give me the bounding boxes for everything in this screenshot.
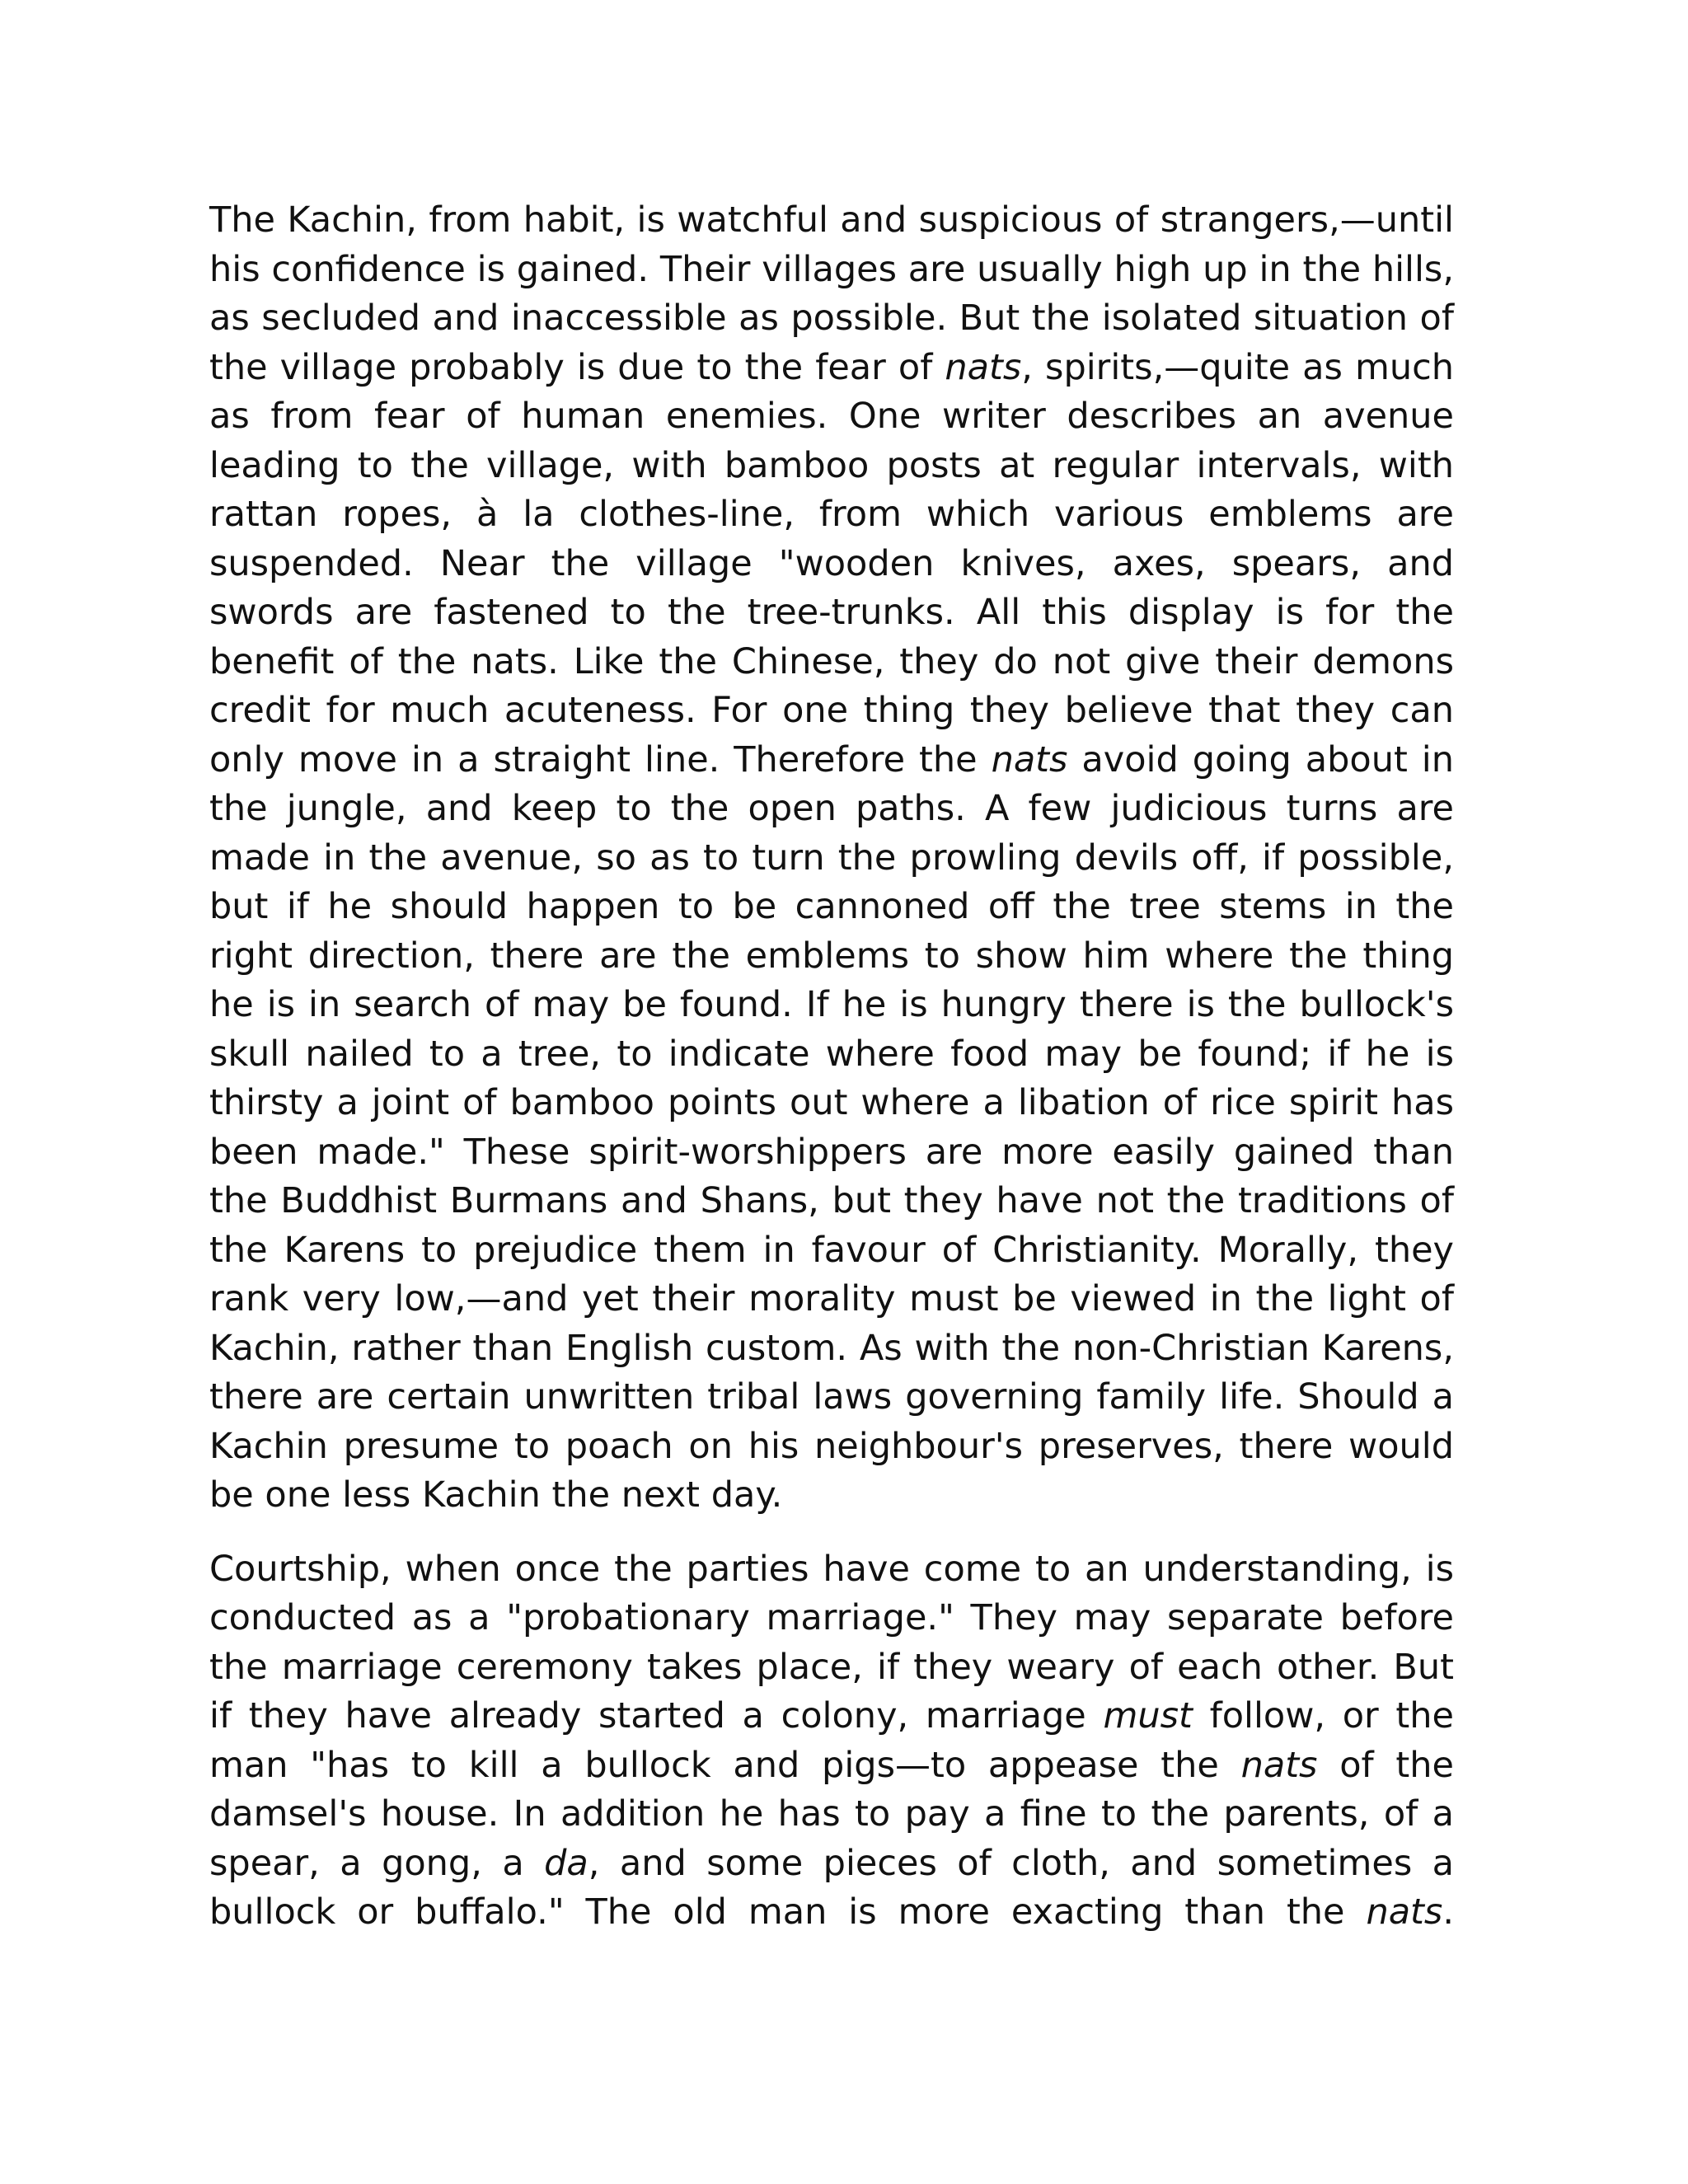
text-run: of the damsel's house. In addition he has to pay a fine to the parents, of a spear, a gong, a — [209, 1744, 1454, 1884]
text-run: , spirits,—quite as much as from fear of human enemies. One writer describes an avenue leading to the village, with bamboo posts at regular intervals, with rattan ropes, à la clothes-line, from which various emblems are suspended. Near the village "wooden knives, axes, spears, and swords are fastened to the tree-trunks. All this display is for the benefit of the nats. Like the Chinese, they do not give their demons credit for much acuteness. For one thing they believe that they can only move in a straight line. Therefore the — [209, 346, 1454, 780]
italic-word-nats: nats — [1240, 1744, 1318, 1786]
text-run: The Kachin, from habit, is watchful and suspicious of strangers,—until his confidence is gained. Their villages are usually high up in the hills, as secluded and inaccessible as possible. But the isolated situation of the village probably is due to the fear of — [209, 199, 1454, 388]
text-run: , and some pieces of cloth, and sometimes a bullock or buffalo." The old man is more exacting than the — [209, 1842, 1455, 1933]
italic-word-nats: nats — [945, 346, 1022, 388]
italic-word-nats: nats — [991, 738, 1068, 780]
text-run: follow, or the man "has to kill a bullock and pigs—to appease the — [209, 1695, 1455, 1786]
paragraph-kachin-villages — [209, 196, 1454, 1521]
italic-word-must: must — [1103, 1695, 1193, 1736]
text-run: avoid going about in the jungle, and keep to the open paths. A few judicious turns are made in the avenue, so as to turn the prowling devils off, if possible, but if he should happen to be cannoned off the tree stems in the right direction, there are the emblems to show him where the thing he is in search of may be found. If he is hungry there is the bullock's skull nailed to a tree, to indicate where food may be found; if he is thirsty a joint of bamboo points out where a libation of rice spirit has been made." These spirit-worshippers are more easily gained than the Buddhist Burmans and Shans, but they have not the traditions of the Karens to prejudice them in favour of Christianity. Morally, they rank very low,—and yet their morality must be viewed in the light of Kachin, rather than English custom. As with the non-Christian Karens, there are certain unwritten tribal laws governing family life. Should a Kachin presume to poach on his neighbour's preserves, there would be one less Kachin the next day. — [209, 738, 1455, 1516]
text-run: Courtship, when once the parties have come to an understanding, is conducted as a "probationary marriage." They may separate before the marriage ceremony takes place, if they weary of each other. But if they have already started a colony, marriage — [209, 1548, 1454, 1736]
italic-word-da: da — [544, 1842, 588, 1884]
italic-word-nats: nats — [1366, 1891, 1443, 1933]
text-run: . — [1442, 1891, 1454, 1933]
paragraph-courtship — [209, 1545, 1454, 1938]
body-text — [209, 196, 1454, 1938]
